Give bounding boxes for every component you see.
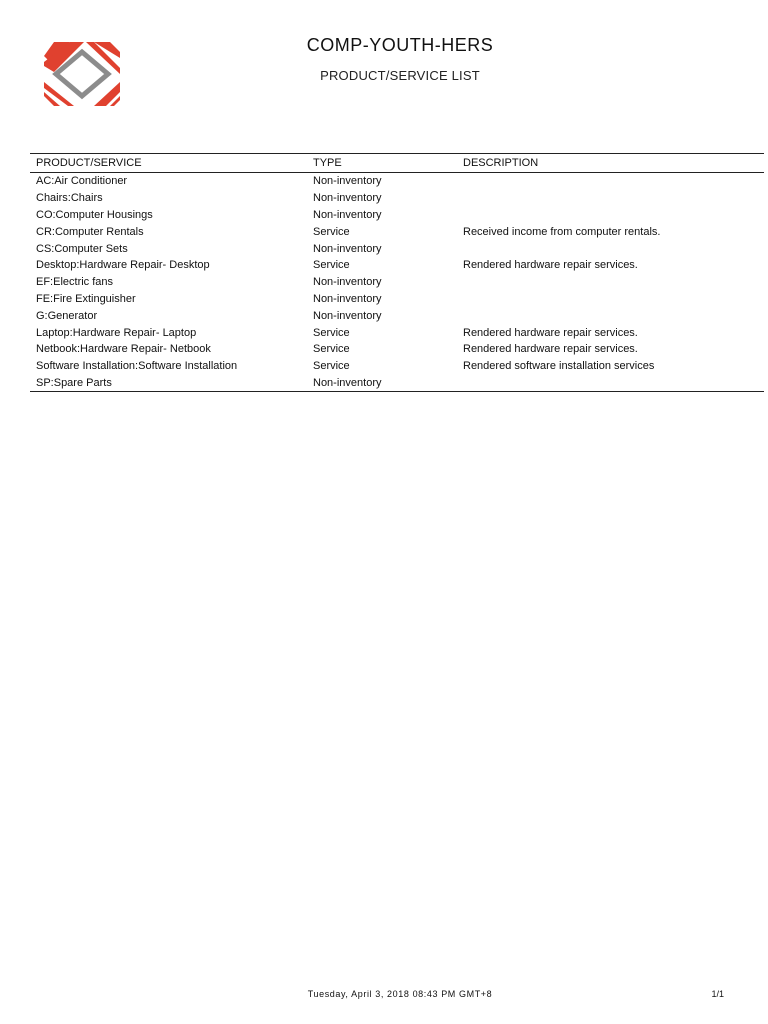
company-name: COMP-YOUTH-HERS [306, 35, 494, 55]
table-row [30, 240, 764, 257]
column-header-description: DESCRIPTION [463, 157, 539, 169]
table-row [30, 291, 764, 308]
cell-description [457, 307, 764, 324]
cell-product-service: Chairs:Chairs [36, 192, 103, 205]
cell-description [457, 274, 764, 291]
company-logo-icon [40, 38, 124, 110]
cell-description [457, 173, 764, 190]
report-title: PRODUCT/SERVICE LIST [320, 68, 480, 83]
cell-description: Rendered hardware repair services. [463, 343, 638, 356]
cell-type: Service [313, 225, 350, 238]
cell-description: Rendered software installation services [463, 360, 655, 373]
footer-timestamp: Tuesday, April 3, 2018 08:43 PM GMT+8 [307, 989, 493, 999]
cell-type: Non-inventory [313, 309, 382, 322]
cell-description: Received income from computer rentals. [463, 225, 661, 238]
cell-product-service: Software Installation:Software Installation [36, 360, 238, 373]
cell-product-service: G:Generator [36, 309, 98, 322]
cell-description [457, 240, 764, 257]
footer-page-number: 1/1 [711, 989, 724, 999]
column-header-product-service: PRODUCT/SERVICE [36, 157, 142, 169]
cell-description [457, 375, 764, 392]
cell-type: Non-inventory [313, 276, 382, 289]
cell-product-service: CR:Computer Rentals [36, 225, 144, 238]
table-row [30, 173, 764, 190]
cell-type: Service [313, 360, 350, 373]
table-row [30, 274, 764, 291]
cell-type: Non-inventory [313, 292, 382, 305]
table-header-row [30, 154, 764, 173]
cell-product-service: EF:Electric fans [36, 276, 114, 289]
cell-type: Non-inventory [313, 175, 382, 188]
cell-product-service: CO:Computer Housings [36, 208, 153, 221]
cell-product-service: Netbook:Hardware Repair- Netbook [36, 343, 211, 356]
cell-product-service: Laptop:Hardware Repair- Laptop [36, 326, 197, 339]
table-row [30, 190, 764, 207]
table-row [30, 207, 764, 224]
column-header-type: TYPE [313, 157, 342, 169]
cell-type: Service [313, 343, 350, 356]
cell-product-service: FE:Fire Extinguisher [36, 292, 136, 305]
table-row [30, 358, 764, 375]
cell-type: Service [313, 259, 350, 272]
cell-product-service: Desktop:Hardware Repair- Desktop [36, 259, 210, 272]
cell-product-service: AC:Air Conditioner [36, 175, 128, 188]
cell-product-service: SP:Spare Parts [36, 376, 112, 389]
table-row [30, 223, 764, 240]
cell-description: Rendered hardware repair services. [463, 326, 638, 339]
cell-product-service: CS:Computer Sets [36, 242, 128, 255]
table-row [30, 307, 764, 324]
cell-type: Non-inventory [313, 376, 382, 389]
cell-type: Service [313, 326, 350, 339]
cell-description [457, 207, 764, 224]
cell-description [457, 291, 764, 308]
cell-description: Rendered hardware repair services. [463, 259, 638, 272]
table-row [30, 257, 764, 274]
product-service-table [30, 153, 764, 392]
cell-description [457, 190, 764, 207]
table-row [30, 341, 764, 358]
table-row [30, 324, 764, 341]
table-row [30, 375, 764, 392]
cell-type: Non-inventory [313, 192, 382, 205]
cell-type: Non-inventory [313, 242, 382, 255]
cell-type: Non-inventory [313, 208, 382, 221]
